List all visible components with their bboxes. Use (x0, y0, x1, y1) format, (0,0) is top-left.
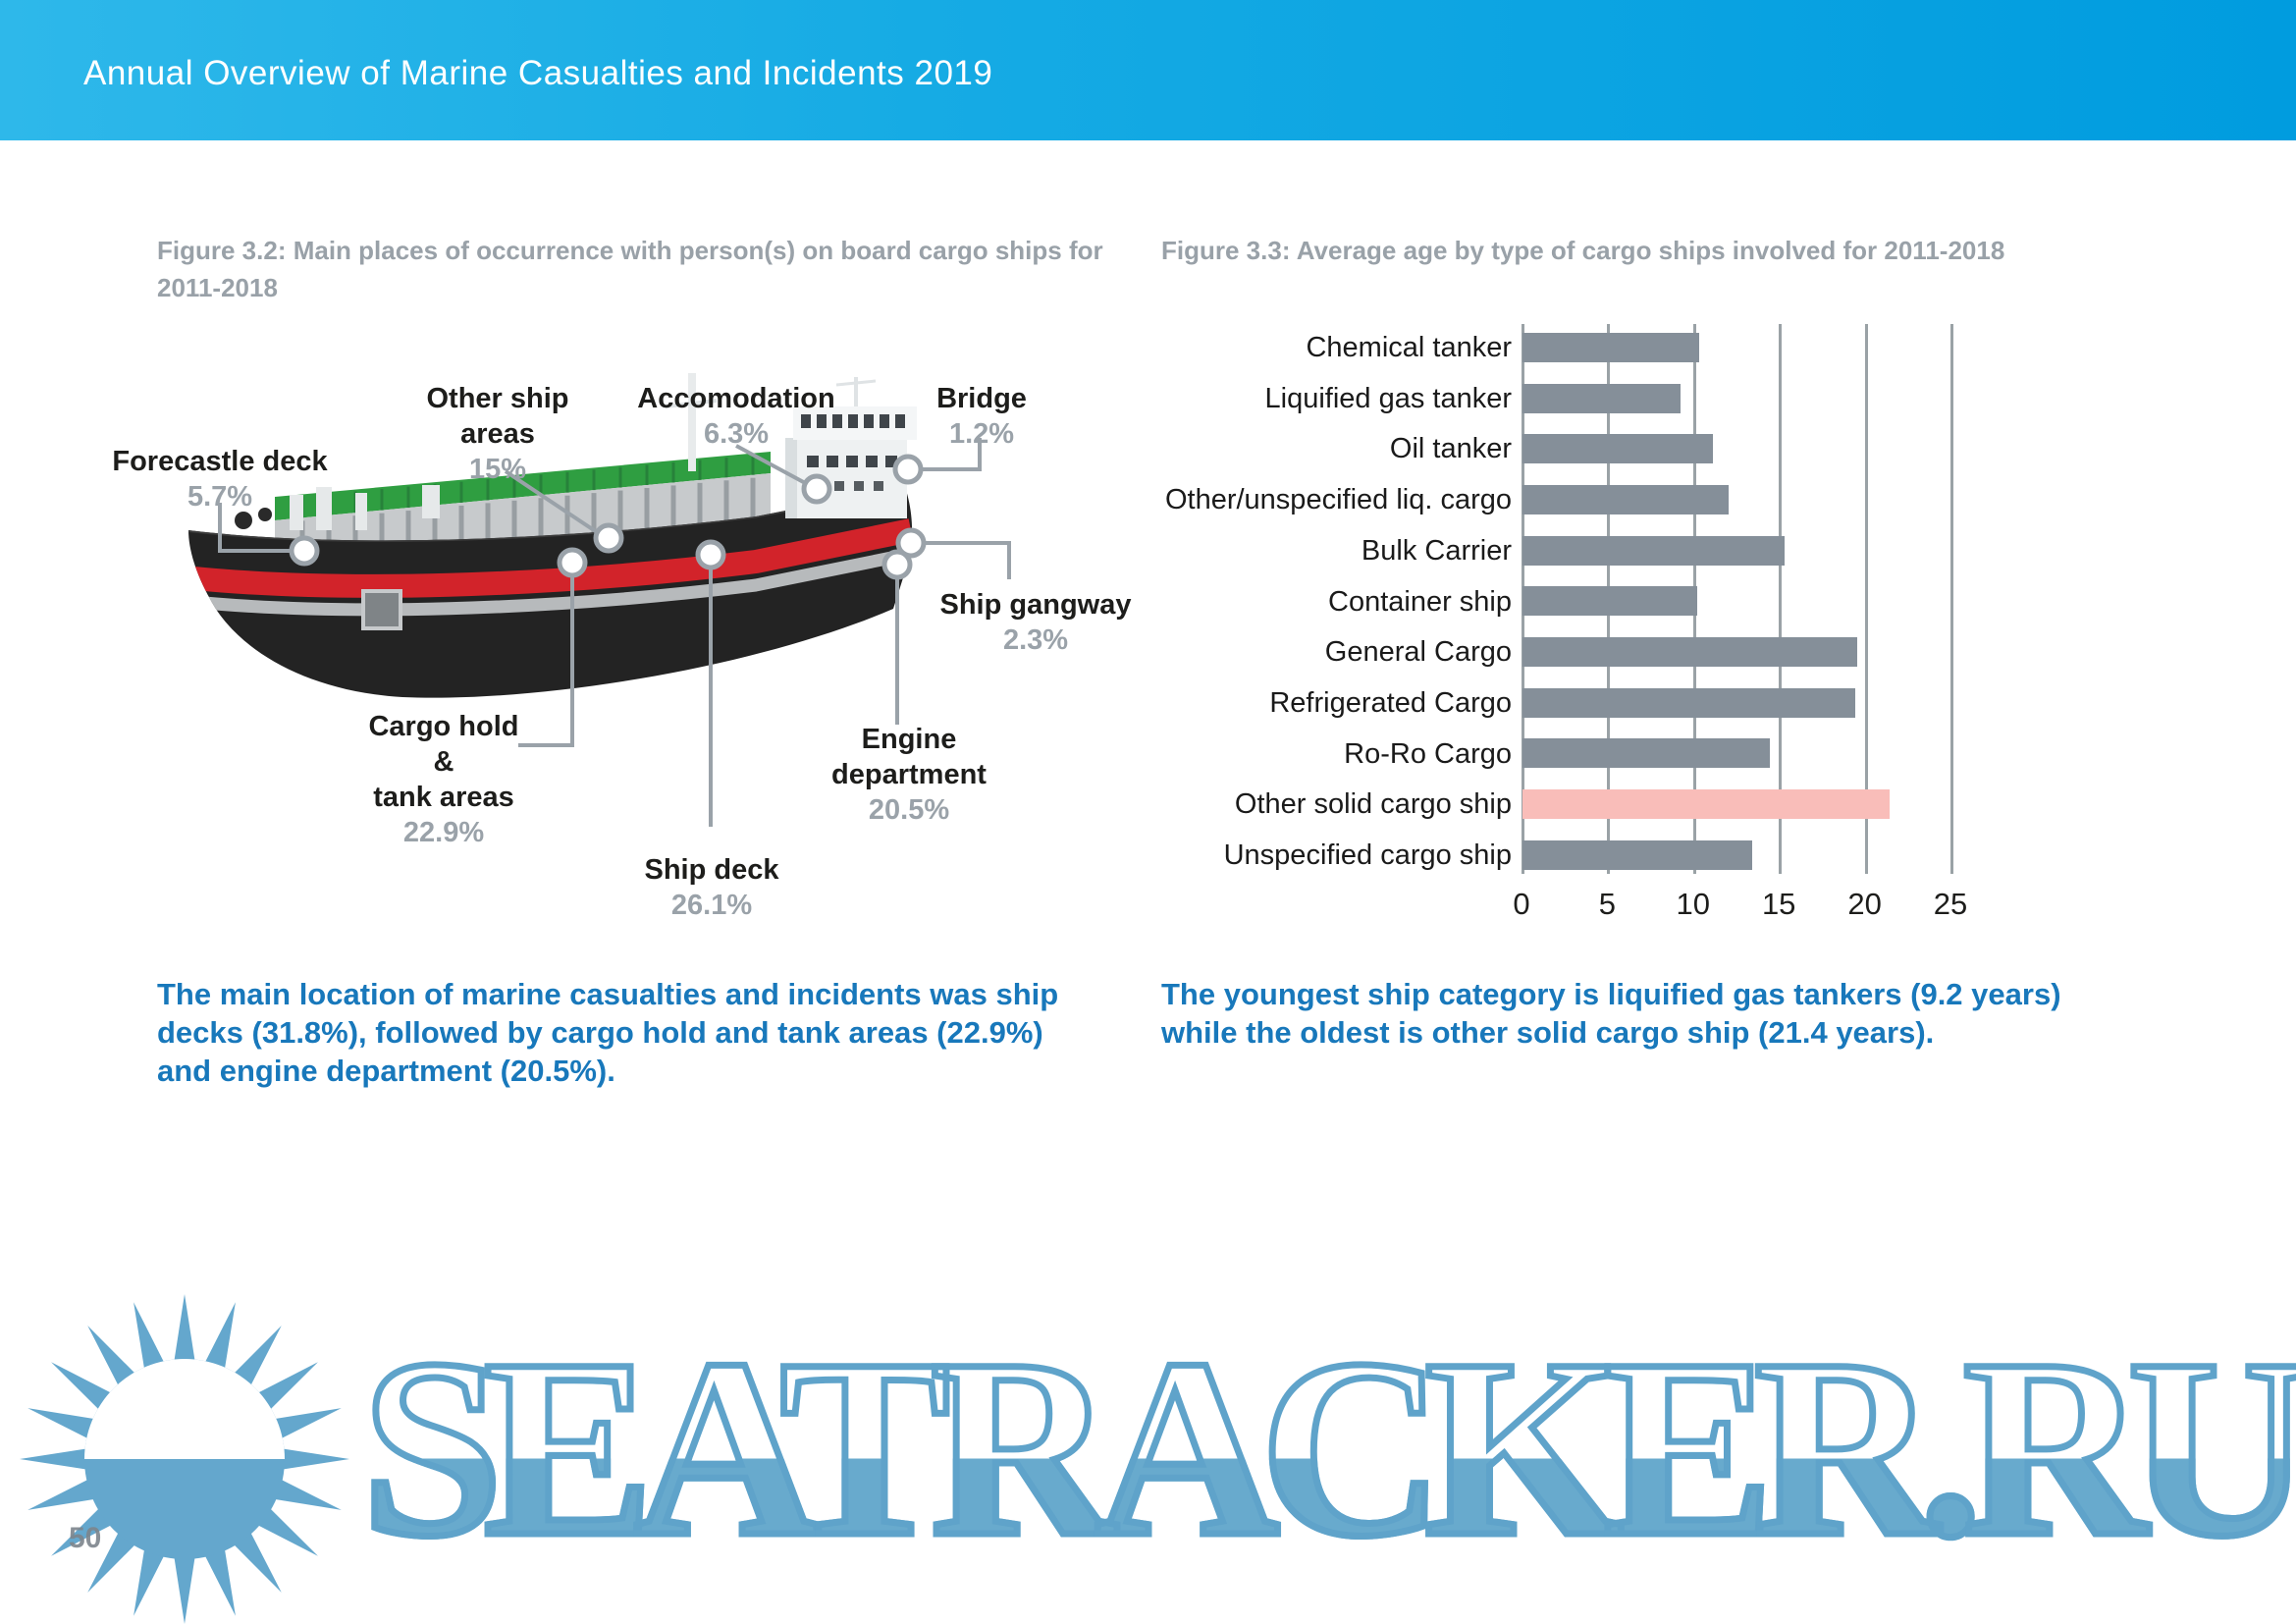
page-title: Annual Overview of Marine Casualties and Incidents 2019 (83, 54, 993, 92)
chart-bar (1522, 789, 1890, 819)
chart-bar (1522, 485, 1729, 514)
chart-tick-label: 10 (1676, 887, 1711, 921)
chart-category-label: Bulk Carrier (1361, 534, 1512, 567)
chart-category-label: Chemical tanker (1306, 332, 1512, 363)
label-forecastle-deck-pct: 5.7% (187, 481, 253, 513)
figure-3-3-caption: Figure 3.3: Average age by type of cargo ships involved for 2011-2018 (1161, 236, 2005, 265)
chart-bar (1522, 434, 1713, 463)
label-accomodation: Accomodation 6.3% (599, 381, 874, 452)
chart-category-label: Liquified gas tanker (1264, 382, 1512, 414)
label-forecastle-deck: Forecastle deck 5.7% (82, 444, 357, 514)
chart-bar (1522, 840, 1752, 870)
chart-category-label: Oil tanker (1389, 433, 1512, 465)
chart-bar (1522, 333, 1699, 362)
label-other-ship-areas-pct: 15% (468, 454, 527, 485)
chart-category-label: Refrigerated Cargo (1269, 686, 1512, 719)
chart-tick-label: 15 (1761, 887, 1796, 921)
label-ship-deck-pct: 26.1% (670, 890, 753, 921)
label-ship-gangway-pct: 2.3% (1002, 624, 1069, 656)
label-engine-department: Engine department 20.5% (791, 722, 1027, 828)
chart-category-label: Ro-Ro Cargo (1344, 737, 1512, 770)
chart-category-label: General Cargo (1324, 636, 1512, 669)
chart-tick-label: 5 (1598, 887, 1617, 921)
chart-bar (1522, 384, 1681, 413)
figure-3-2-caption: Figure 3.2: Main places of occurrence with person(s) on board cargo ships for 2011-2018 (157, 236, 1103, 302)
watermark-text: SEATRACKER.RU (361, 1321, 2296, 1576)
chart-tick-label: 20 (1847, 887, 1882, 921)
chart-gridline (1950, 324, 1953, 874)
page-number: 50 (69, 1522, 102, 1554)
chart-bar (1522, 637, 1857, 667)
label-ship-gangway: Ship gangway 2.3% (918, 587, 1153, 658)
chart-bar (1522, 586, 1697, 616)
bow-window (363, 591, 400, 628)
sun-logo (18, 1292, 351, 1624)
chart-category-label: Container ship (1328, 585, 1512, 618)
chart-tick-label: 25 (1933, 887, 1968, 921)
chart-tick-label: 0 (1513, 887, 1530, 921)
header-bar (0, 0, 2296, 140)
bar-chart (1129, 322, 2179, 950)
label-cargo-hold-pct: 22.9% (402, 817, 485, 848)
chart-category-label: Other/unspecified liq. cargo (1164, 484, 1512, 516)
figure-3-2-summary: The main location of marine casualties and incidents was ship decks (31.8%), followed by cargo hold and tank areas (22.9%) and engine department (20.5%). (157, 977, 1059, 1088)
chart-bar (1522, 688, 1855, 718)
label-bridge: Bridge 1.2% (883, 381, 1080, 452)
label-accomodation-pct: 6.3% (703, 418, 770, 450)
label-bridge-pct: 1.2% (948, 418, 1015, 450)
label-engine-department-pct: 20.5% (868, 794, 950, 826)
label-ship-deck: Ship deck 26.1% (604, 852, 820, 923)
chart-category-label: Unspecified cargo ship (1223, 839, 1512, 871)
figure-3-3-summary: The youngest ship category is liquified gas tankers (9.2 years) while the oldest is other solid cargo ship (21.4 years). (1161, 977, 2061, 1050)
chart-plot-area (1513, 322, 2124, 941)
chart-category-label: Other solid cargo ship (1234, 788, 1512, 821)
label-other-ship-areas: Other ship areas 15% (390, 381, 606, 487)
chart-bar (1522, 738, 1770, 768)
chart-bar (1522, 536, 1785, 566)
label-cargo-hold-tank-areas: Cargo hold & tank areas 22.9% (346, 709, 542, 850)
